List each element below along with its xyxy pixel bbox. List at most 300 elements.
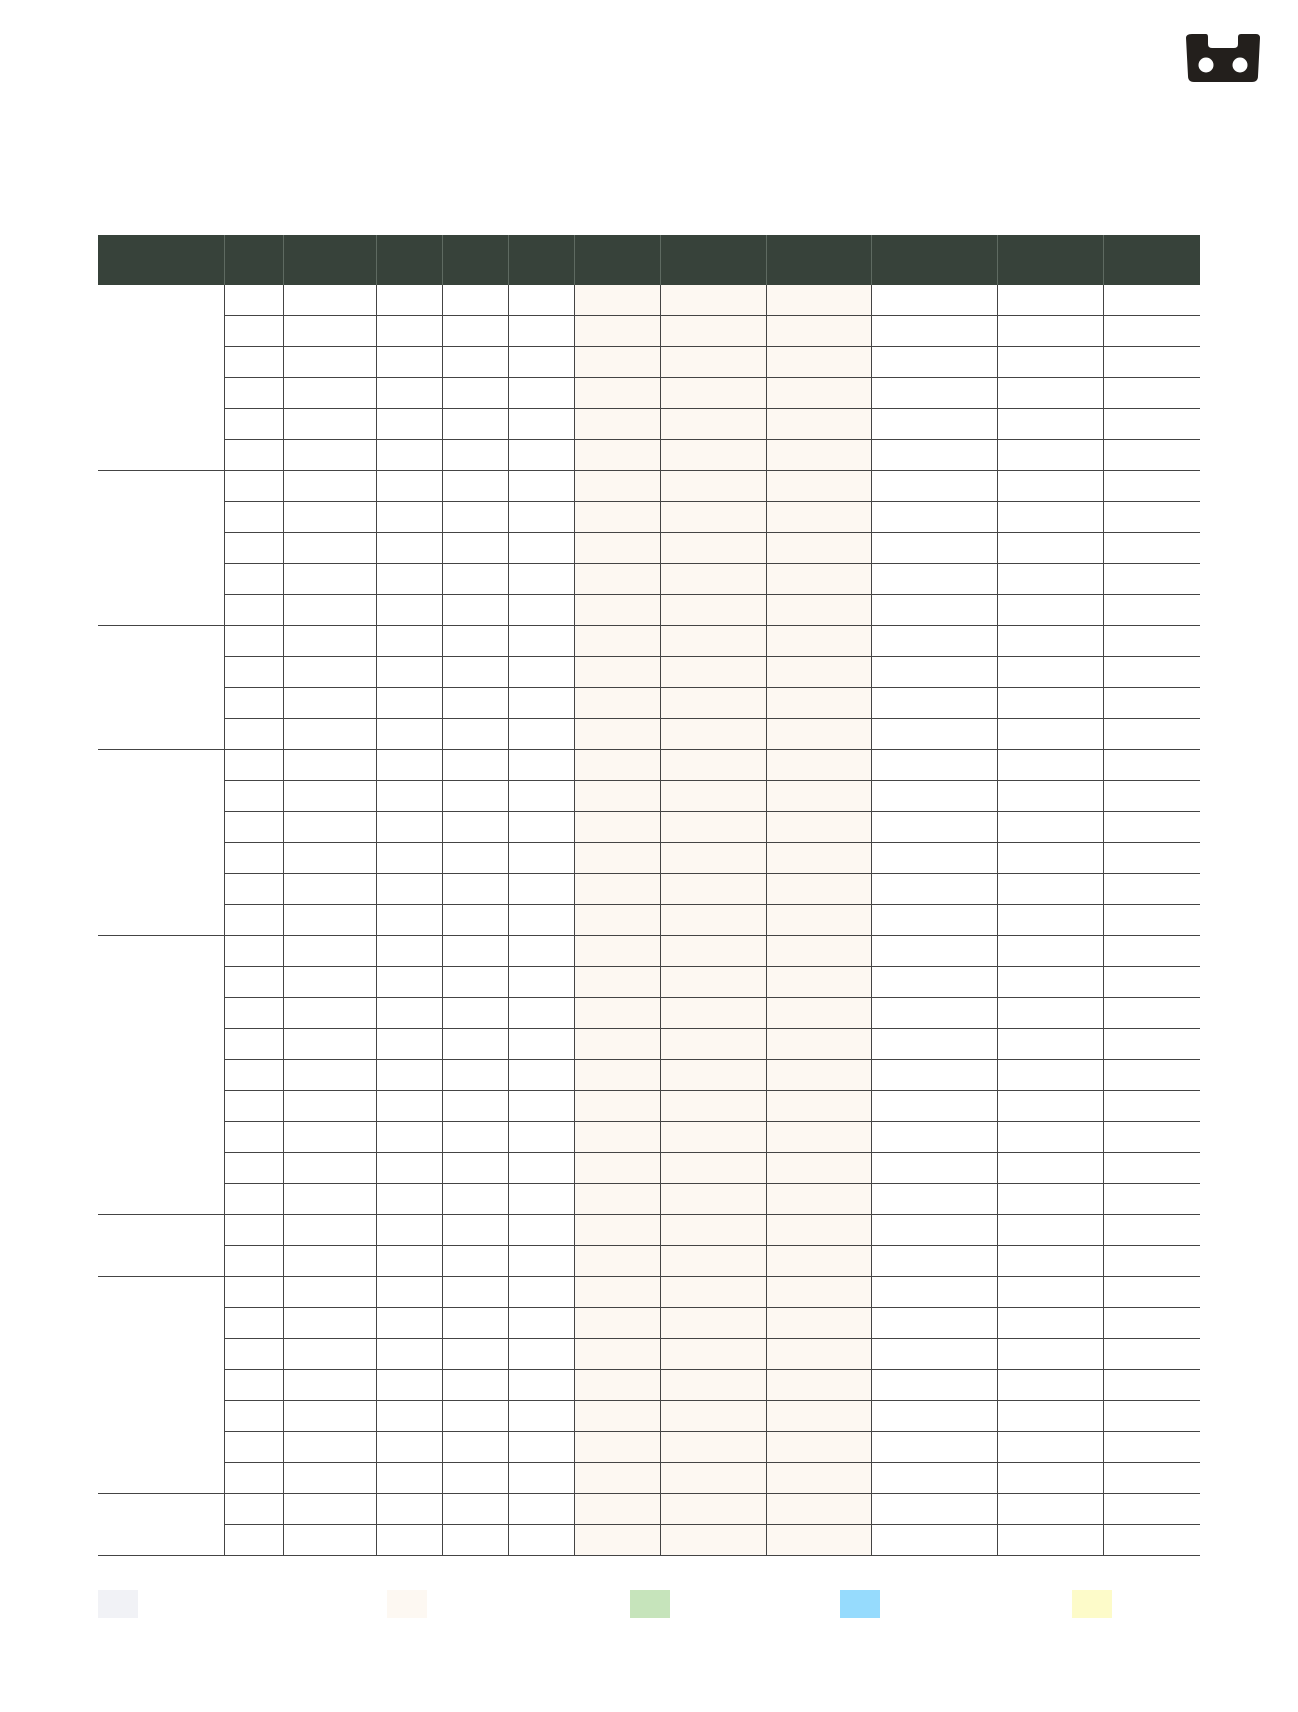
table-cell <box>224 564 283 595</box>
table-cell <box>283 378 376 409</box>
table-cell <box>283 1091 376 1122</box>
table-row <box>98 1184 1200 1215</box>
table-cell <box>376 967 442 998</box>
table-cell <box>997 533 1103 564</box>
table-cell <box>574 1060 660 1091</box>
column-header <box>1103 235 1200 285</box>
table-cell <box>442 750 508 781</box>
table-cell <box>442 874 508 905</box>
table-cell <box>766 440 871 471</box>
table-cell <box>871 502 997 533</box>
row-group-label <box>98 471 224 626</box>
table-row <box>98 533 1200 564</box>
table-cell <box>997 1308 1103 1339</box>
table-cell <box>224 1339 283 1370</box>
table-cell <box>871 378 997 409</box>
table-cell <box>1103 316 1200 347</box>
table-cell <box>442 1432 508 1463</box>
table-row <box>98 502 1200 533</box>
table-row <box>98 874 1200 905</box>
table-cell <box>660 1246 766 1277</box>
table-cell <box>871 285 997 316</box>
table-cell <box>660 347 766 378</box>
table-cell <box>871 1370 997 1401</box>
table-cell <box>1103 1060 1200 1091</box>
table-row <box>98 1370 1200 1401</box>
table-cell <box>283 781 376 812</box>
table-cell <box>997 409 1103 440</box>
table-row <box>98 1122 1200 1153</box>
row-group-label <box>98 1494 224 1556</box>
table-row <box>98 378 1200 409</box>
table-cell <box>376 1308 442 1339</box>
table-cell <box>871 1060 997 1091</box>
row-group-label <box>98 936 224 1215</box>
table-cell <box>574 285 660 316</box>
table-cell <box>766 1091 871 1122</box>
table-row <box>98 657 1200 688</box>
table-cell <box>997 998 1103 1029</box>
table-cell <box>766 1215 871 1246</box>
table-cell <box>1103 285 1200 316</box>
table-cell <box>766 378 871 409</box>
table-cell <box>1103 564 1200 595</box>
legend-swatch <box>630 1590 670 1618</box>
table-cell <box>660 719 766 750</box>
table-cell <box>224 595 283 626</box>
table-cell <box>660 874 766 905</box>
table-cell <box>660 1122 766 1153</box>
table-cell <box>283 626 376 657</box>
table-cell <box>997 874 1103 905</box>
table-row <box>98 595 1200 626</box>
table-cell <box>224 1246 283 1277</box>
table-cell <box>508 533 574 564</box>
table-cell <box>376 1122 442 1153</box>
table-cell <box>442 1308 508 1339</box>
table-cell <box>574 967 660 998</box>
table-cell <box>871 843 997 874</box>
legend-swatch <box>840 1590 880 1618</box>
table-cell <box>871 1153 997 1184</box>
table-cell <box>283 1153 376 1184</box>
table-cell <box>508 812 574 843</box>
table-cell <box>1103 409 1200 440</box>
table-cell <box>574 1308 660 1339</box>
table-cell <box>283 595 376 626</box>
table-row <box>98 471 1200 502</box>
table-cell <box>766 781 871 812</box>
table-cell <box>508 564 574 595</box>
table-cell <box>871 595 997 626</box>
table-cell <box>1103 533 1200 564</box>
table-cell <box>283 1246 376 1277</box>
table-cell <box>574 1215 660 1246</box>
table-cell <box>997 1494 1103 1525</box>
table-cell <box>283 998 376 1029</box>
table-cell <box>766 347 871 378</box>
table-cell <box>766 874 871 905</box>
table-cell <box>997 1122 1103 1153</box>
table-cell <box>574 378 660 409</box>
table-cell <box>997 1029 1103 1060</box>
table-cell <box>871 1494 997 1525</box>
table-cell <box>766 843 871 874</box>
table-cell <box>442 1091 508 1122</box>
table-cell <box>508 688 574 719</box>
column-header <box>442 235 508 285</box>
chain-link-logo-icon <box>1184 30 1262 84</box>
table-cell <box>574 998 660 1029</box>
legend-swatch <box>387 1590 427 1618</box>
table-cell <box>871 936 997 967</box>
table-cell <box>508 1060 574 1091</box>
table-cell <box>574 1091 660 1122</box>
table-cell <box>660 316 766 347</box>
table-cell <box>997 1277 1103 1308</box>
column-header <box>871 235 997 285</box>
table-cell <box>442 285 508 316</box>
table-cell <box>442 812 508 843</box>
table-row <box>98 1432 1200 1463</box>
table-cell <box>1103 471 1200 502</box>
table-cell <box>660 688 766 719</box>
table-cell <box>871 440 997 471</box>
table-cell <box>660 626 766 657</box>
table-cell <box>224 719 283 750</box>
table-cell <box>1103 1153 1200 1184</box>
table-row <box>98 1029 1200 1060</box>
table-cell <box>376 1184 442 1215</box>
table-cell <box>442 905 508 936</box>
table-cell <box>376 812 442 843</box>
table-cell <box>283 936 376 967</box>
table-cell <box>766 905 871 936</box>
table-cell <box>508 316 574 347</box>
table-cell <box>574 409 660 440</box>
table-row <box>98 1525 1200 1556</box>
table-cell <box>224 1153 283 1184</box>
table-cell <box>766 502 871 533</box>
table-cell <box>766 1060 871 1091</box>
table-cell <box>376 719 442 750</box>
table-cell <box>283 1525 376 1556</box>
table-cell <box>224 812 283 843</box>
table-cell <box>871 1246 997 1277</box>
table-cell <box>1103 440 1200 471</box>
table-cell <box>574 936 660 967</box>
table-row <box>98 1091 1200 1122</box>
table-cell <box>871 1184 997 1215</box>
table-cell <box>376 409 442 440</box>
table-cell <box>1103 502 1200 533</box>
table-cell <box>660 657 766 688</box>
table-cell <box>574 1525 660 1556</box>
table-cell <box>283 812 376 843</box>
table-cell <box>871 533 997 564</box>
table-cell <box>283 719 376 750</box>
table-cell <box>224 1401 283 1432</box>
table-cell <box>376 874 442 905</box>
table-cell <box>508 1246 574 1277</box>
table-cell <box>997 1370 1103 1401</box>
table-header-row <box>98 235 1200 285</box>
table-cell <box>574 1401 660 1432</box>
table-cell <box>442 1060 508 1091</box>
table-cell <box>1103 843 1200 874</box>
table-cell <box>376 936 442 967</box>
table-cell <box>997 1215 1103 1246</box>
table-cell <box>376 533 442 564</box>
table-cell <box>871 626 997 657</box>
table-row <box>98 1277 1200 1308</box>
table-cell <box>766 936 871 967</box>
table-cell <box>997 347 1103 378</box>
table-cell <box>283 1215 376 1246</box>
table-cell <box>766 812 871 843</box>
table-row <box>98 967 1200 998</box>
table-cell <box>997 1060 1103 1091</box>
table-cell <box>508 1122 574 1153</box>
table-cell <box>660 533 766 564</box>
table-cell <box>766 719 871 750</box>
table-cell <box>508 750 574 781</box>
table-cell <box>997 502 1103 533</box>
table-cell <box>224 471 283 502</box>
logo-hole-right <box>1233 58 1248 73</box>
table-cell <box>660 936 766 967</box>
table-row <box>98 1246 1200 1277</box>
table-cell <box>224 688 283 719</box>
table-cell <box>997 626 1103 657</box>
table-cell <box>574 471 660 502</box>
table-cell <box>442 1246 508 1277</box>
table-cell <box>660 1401 766 1432</box>
table-cell <box>442 1029 508 1060</box>
table-row <box>98 347 1200 378</box>
table-cell <box>442 1525 508 1556</box>
table-cell <box>224 409 283 440</box>
table-cell <box>283 1184 376 1215</box>
table-cell <box>376 1246 442 1277</box>
column-header <box>376 235 442 285</box>
table-cell <box>283 316 376 347</box>
table-cell <box>224 1122 283 1153</box>
table-cell <box>660 285 766 316</box>
table-cell <box>224 750 283 781</box>
table-cell <box>442 1339 508 1370</box>
table-cell <box>376 1153 442 1184</box>
table-cell <box>766 1122 871 1153</box>
table-cell <box>871 1308 997 1339</box>
table-cell <box>766 409 871 440</box>
table-cell <box>376 564 442 595</box>
legend-item <box>98 1589 146 1619</box>
table-cell <box>997 688 1103 719</box>
table-cell <box>871 812 997 843</box>
table-cell <box>574 1122 660 1153</box>
table-cell <box>660 905 766 936</box>
table-cell <box>1103 595 1200 626</box>
table-cell <box>766 1463 871 1494</box>
table-cell <box>1103 812 1200 843</box>
table-cell <box>508 1277 574 1308</box>
table-cell <box>871 1091 997 1122</box>
table-cell <box>376 347 442 378</box>
table-body <box>98 285 1200 1556</box>
table-cell <box>574 812 660 843</box>
table-cell <box>224 1029 283 1060</box>
table-cell <box>376 1432 442 1463</box>
table-cell <box>442 502 508 533</box>
table-cell <box>376 657 442 688</box>
table-cell <box>508 1091 574 1122</box>
table-cell <box>224 440 283 471</box>
table-cell <box>224 1370 283 1401</box>
table-cell <box>376 471 442 502</box>
table-cell <box>871 905 997 936</box>
table-row <box>98 905 1200 936</box>
table-cell <box>224 1525 283 1556</box>
table-cell <box>660 409 766 440</box>
table-cell <box>283 843 376 874</box>
table-cell <box>574 564 660 595</box>
table-cell <box>508 409 574 440</box>
table-cell <box>660 440 766 471</box>
table-cell <box>224 874 283 905</box>
table-cell <box>1103 1525 1200 1556</box>
table-cell <box>660 750 766 781</box>
table-cell <box>508 1308 574 1339</box>
table-cell <box>997 936 1103 967</box>
column-header <box>283 235 376 285</box>
table-cell <box>766 750 871 781</box>
table-row <box>98 1339 1200 1370</box>
table-cell <box>997 564 1103 595</box>
table-cell <box>442 998 508 1029</box>
table-cell <box>376 502 442 533</box>
table-cell <box>442 719 508 750</box>
table-cell <box>376 595 442 626</box>
specification-table-container <box>98 235 1200 1556</box>
specification-table <box>98 235 1200 1556</box>
table-cell <box>224 1308 283 1339</box>
table-cell <box>997 471 1103 502</box>
table-cell <box>376 1525 442 1556</box>
table-row <box>98 316 1200 347</box>
table-cell <box>1103 1308 1200 1339</box>
table-cell <box>224 378 283 409</box>
table-cell <box>574 1153 660 1184</box>
logo-hole-left <box>1199 58 1214 73</box>
table-cell <box>224 533 283 564</box>
table-cell <box>508 285 574 316</box>
table-cell <box>574 1277 660 1308</box>
table-cell <box>871 967 997 998</box>
table-cell <box>997 440 1103 471</box>
table-cell <box>1103 347 1200 378</box>
table-cell <box>997 781 1103 812</box>
table-cell <box>766 316 871 347</box>
table-cell <box>442 1494 508 1525</box>
table-cell <box>574 688 660 719</box>
column-header <box>766 235 871 285</box>
table-cell <box>997 285 1103 316</box>
table-cell <box>508 347 574 378</box>
table-cell <box>871 998 997 1029</box>
table-cell <box>1103 936 1200 967</box>
table-cell <box>871 750 997 781</box>
table-cell <box>660 1060 766 1091</box>
table-cell <box>224 967 283 998</box>
table-cell <box>442 1122 508 1153</box>
column-header <box>660 235 766 285</box>
row-group-label <box>98 1277 224 1494</box>
table-cell <box>376 440 442 471</box>
table-cell <box>766 533 871 564</box>
table-cell <box>1103 378 1200 409</box>
table-cell <box>1103 750 1200 781</box>
table-cell <box>508 595 574 626</box>
table-cell <box>997 595 1103 626</box>
table-cell <box>1103 1463 1200 1494</box>
table-cell <box>442 626 508 657</box>
table-cell <box>283 1277 376 1308</box>
table-cell <box>997 905 1103 936</box>
table-cell <box>766 1308 871 1339</box>
table-cell <box>224 998 283 1029</box>
table-cell <box>997 967 1103 998</box>
table-cell <box>442 440 508 471</box>
table-cell <box>660 843 766 874</box>
table-cell <box>766 1339 871 1370</box>
table-row <box>98 1494 1200 1525</box>
table-cell <box>376 905 442 936</box>
table-cell <box>283 1494 376 1525</box>
logo-shape <box>1186 34 1260 82</box>
table-row <box>98 1060 1200 1091</box>
table-cell <box>574 750 660 781</box>
legend-item <box>630 1589 678 1619</box>
table-cell <box>660 1277 766 1308</box>
table-cell <box>508 905 574 936</box>
table-cell <box>660 595 766 626</box>
table-cell <box>283 1432 376 1463</box>
table-cell <box>224 316 283 347</box>
table-cell <box>660 1184 766 1215</box>
table-cell <box>376 1029 442 1060</box>
table-cell <box>442 1277 508 1308</box>
table-cell <box>283 967 376 998</box>
table-cell <box>574 719 660 750</box>
table-cell <box>224 905 283 936</box>
table-cell <box>1103 1370 1200 1401</box>
table-cell <box>508 657 574 688</box>
table-cell <box>871 1432 997 1463</box>
table-cell <box>283 1029 376 1060</box>
table-cell <box>508 843 574 874</box>
table-cell <box>574 1339 660 1370</box>
table-cell <box>871 719 997 750</box>
table-cell <box>283 905 376 936</box>
table-cell <box>376 1339 442 1370</box>
column-header <box>574 235 660 285</box>
table-cell <box>442 1370 508 1401</box>
table-cell <box>224 1432 283 1463</box>
table-cell <box>766 688 871 719</box>
table-cell <box>442 688 508 719</box>
table-cell <box>508 378 574 409</box>
